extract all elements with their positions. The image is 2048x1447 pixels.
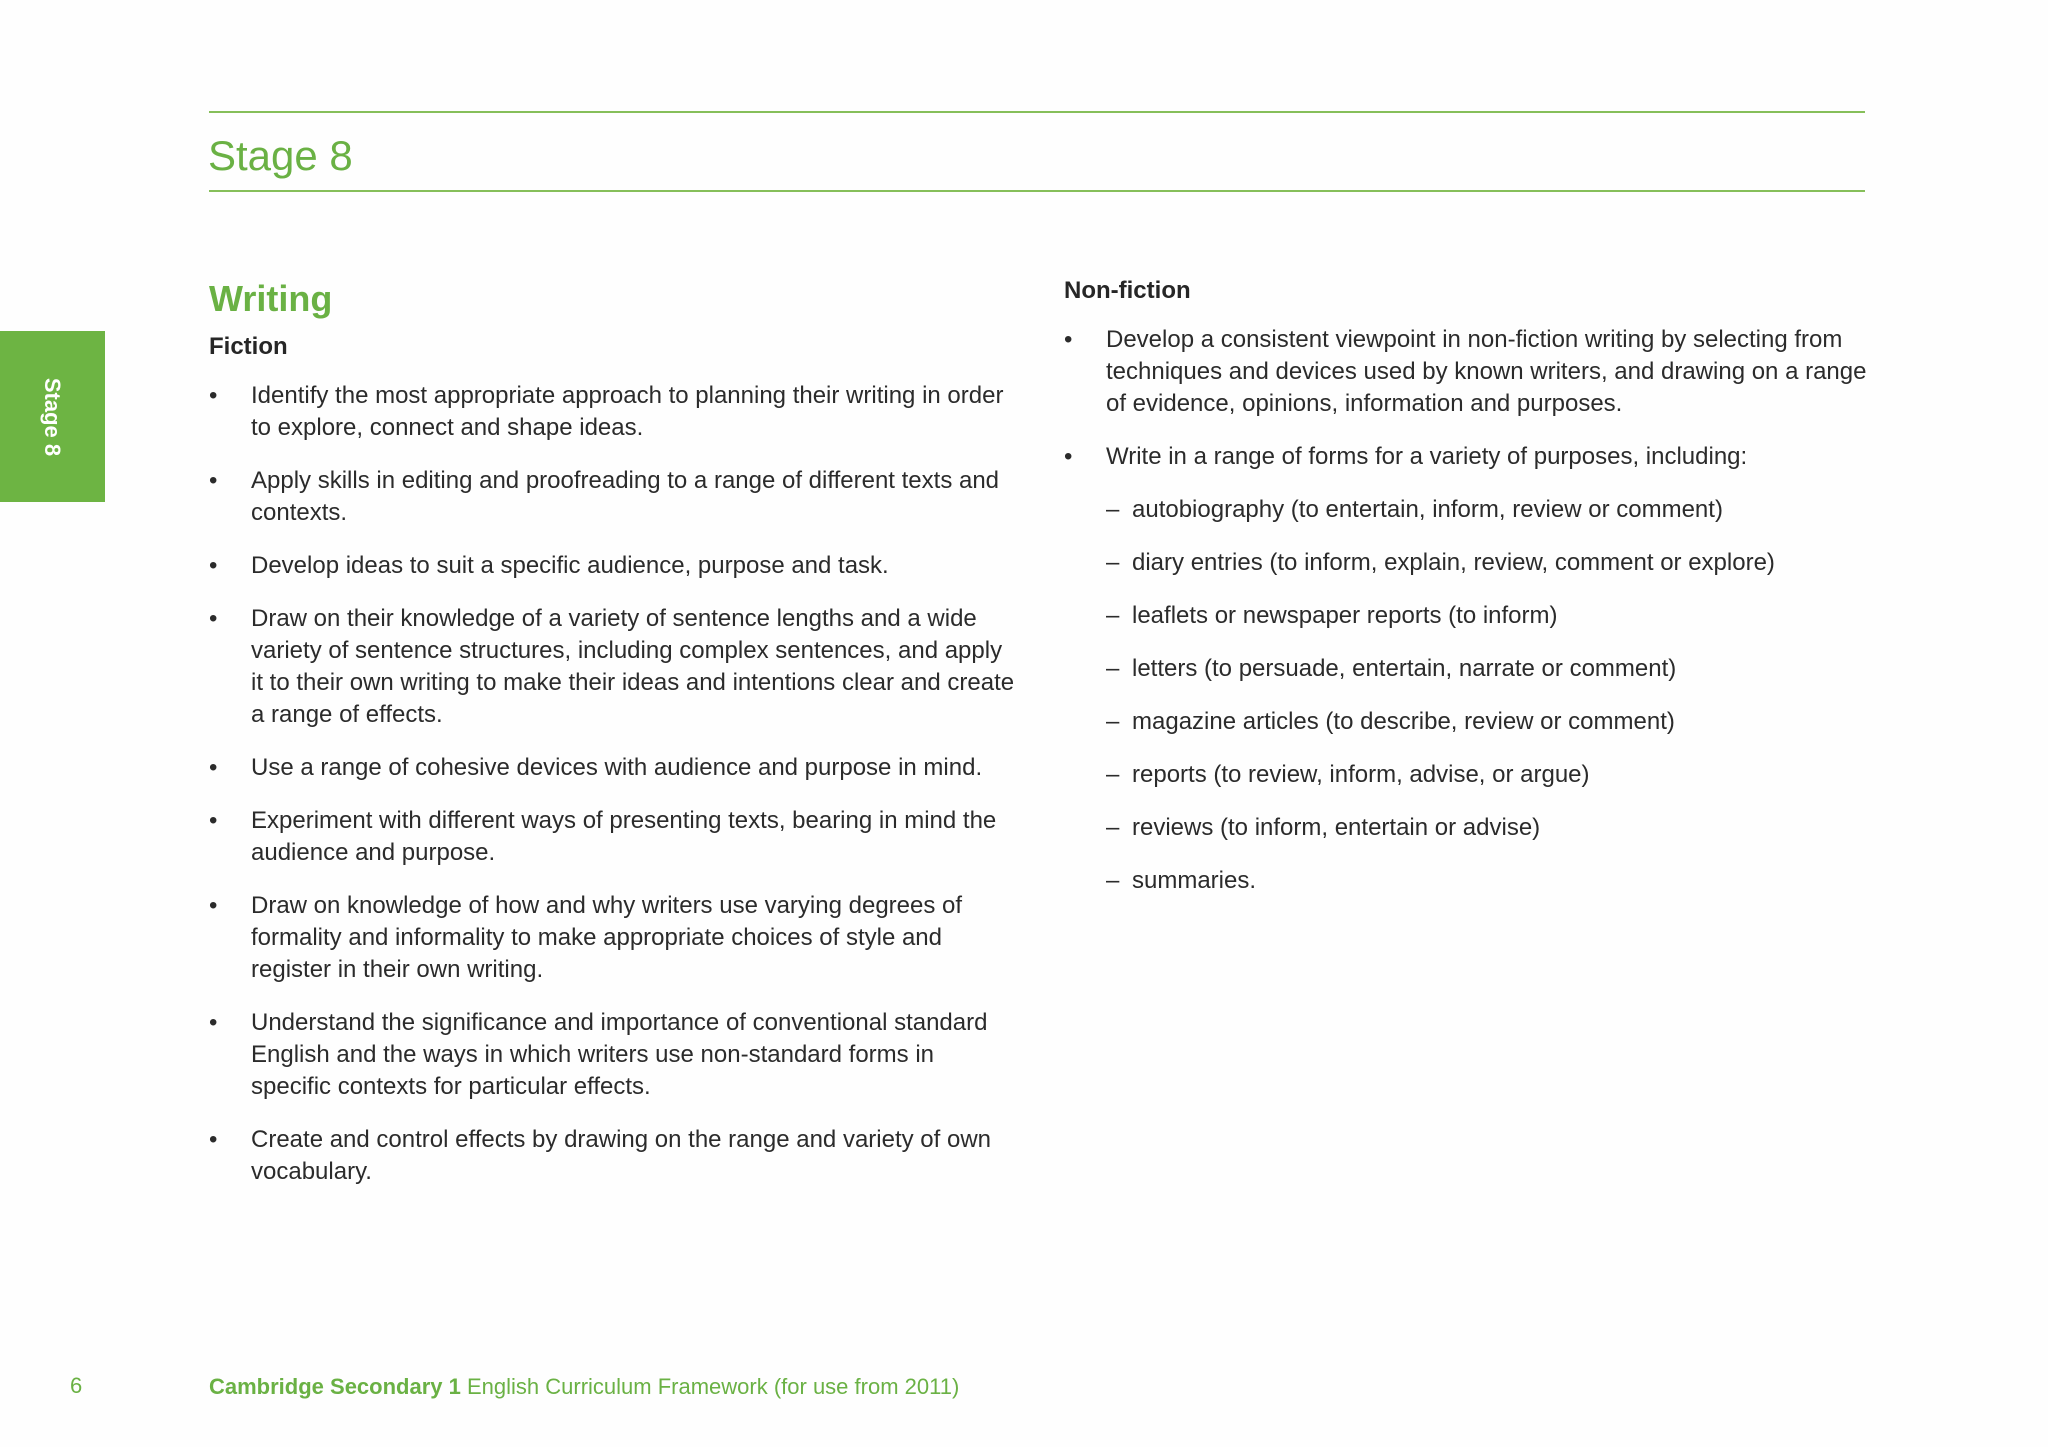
sub-list-item-text: leaflets or newspaper reports (to inform)	[1132, 602, 1558, 629]
sub-list-item	[1064, 706, 1884, 738]
page-number: 6	[70, 1373, 83, 1398]
list-item-text: Develop a consistent viewpoint in non-fiction writing by selecting from techniques and devices used by known writers, and drawing on a range of evidence, opinions, information and purposes.	[1106, 326, 1867, 417]
nonfiction-list	[1064, 324, 1884, 473]
forms-list	[1064, 494, 1884, 897]
header-top-rule	[209, 111, 1865, 113]
list-item-text: Draw on their knowledge of a variety of sentence lengths and a wide variety of sentence structures, including complex sentences, and apply it to their own writing to make their ideas and intentions clear and create a range of effects.	[251, 605, 1015, 728]
sub-list-item-text: summaries.	[1132, 867, 1257, 894]
list-item	[209, 380, 1019, 444]
sub-list-item	[1064, 600, 1884, 632]
list-item	[209, 1124, 1019, 1188]
bullet-icon: •	[1064, 326, 1073, 353]
section-title: Writing	[209, 278, 333, 319]
sub-list-item	[1064, 494, 1884, 526]
dash-icon: –	[1106, 814, 1120, 841]
list-item-text: Use a range of cohesive devices with audience and purpose in mind.	[251, 754, 983, 781]
dash-icon: –	[1106, 602, 1120, 629]
page-title: Stage 8	[208, 132, 353, 179]
bullet-icon: •	[209, 382, 218, 409]
footer-brand: Cambridge Secondary 1	[209, 1374, 461, 1399]
sub-list-item	[1064, 547, 1884, 579]
nonfiction-heading: Non-fiction	[1064, 277, 1191, 304]
bullet-icon: •	[209, 1126, 218, 1153]
list-item	[209, 752, 1019, 784]
list-item-text: Identify the most appropriate approach to planning their writing in order to explore, connect and shape ideas.	[251, 382, 1004, 441]
fiction-heading: Fiction	[209, 333, 288, 360]
stage-side-tab	[0, 331, 105, 502]
dash-icon: –	[1106, 549, 1120, 576]
list-item	[1064, 441, 1884, 473]
sub-list-item-text: reports (to review, inform, advise, or argue)	[1132, 761, 1590, 788]
list-item	[209, 603, 1019, 731]
sub-list-item	[1064, 759, 1884, 791]
sub-list-item-text: diary entries (to inform, explain, review, comment or explore)	[1132, 549, 1775, 576]
sub-list-item	[1064, 865, 1884, 897]
dash-icon: –	[1106, 655, 1120, 682]
writing-column	[209, 274, 1019, 1188]
list-item	[209, 465, 1019, 529]
dash-icon: –	[1106, 496, 1120, 523]
footer-text: English Curriculum Framework (for use from 2011)	[460, 1374, 960, 1399]
bullet-icon: •	[209, 754, 218, 781]
header-bottom-rule	[209, 190, 1865, 192]
list-item	[1064, 324, 1884, 420]
bullet-icon: •	[209, 467, 218, 494]
dash-icon: –	[1106, 708, 1120, 735]
sub-list-item-text: autobiography (to entertain, inform, review or comment)	[1132, 496, 1723, 523]
list-item	[209, 1007, 1019, 1103]
list-item-text: Understand the significance and importance of conventional standard English and the ways in which writers use non-standard forms in specific contexts for particular effects.	[251, 1009, 988, 1100]
list-item-text: Apply skills in editing and proofreading to a range of different texts and contexts.	[251, 467, 1000, 526]
list-item-text: Create and control effects by drawing on the range and variety of own vocabulary.	[251, 1126, 992, 1185]
bullet-icon: •	[209, 1009, 218, 1036]
fiction-list	[209, 380, 1019, 1188]
nonfiction-column	[1064, 274, 1884, 897]
list-item	[209, 890, 1019, 986]
list-item-text: Write in a range of forms for a variety of purposes, including:	[1106, 443, 1748, 470]
sub-list-item-text: reviews (to inform, entertain or advise)	[1132, 814, 1541, 841]
stage-side-tab-label: Stage 8	[40, 377, 65, 457]
list-item-text: Draw on knowledge of how and why writers use varying degrees of formality and informality to make appropriate choices of style and register in their own writing.	[251, 892, 963, 983]
bullet-icon: •	[209, 807, 218, 834]
bullet-icon: •	[209, 605, 218, 632]
list-item-text: Develop ideas to suit a specific audience, purpose and task.	[251, 552, 889, 579]
list-item	[209, 805, 1019, 869]
footer	[209, 1374, 959, 1400]
dash-icon: –	[1106, 761, 1120, 788]
list-item-text: Experiment with different ways of presenting texts, bearing in mind the audience and purpose.	[251, 807, 997, 866]
sub-list-item-text: magazine articles (to describe, review or comment)	[1132, 708, 1675, 735]
sub-list-item	[1064, 812, 1884, 844]
sub-list-item	[1064, 653, 1884, 685]
bullet-icon: •	[209, 892, 218, 919]
bullet-icon: •	[209, 552, 218, 579]
list-item	[209, 550, 1019, 582]
sub-list-item-text: letters (to persuade, entertain, narrate or comment)	[1132, 655, 1677, 682]
bullet-icon: •	[1064, 443, 1073, 470]
dash-icon: –	[1106, 867, 1120, 894]
